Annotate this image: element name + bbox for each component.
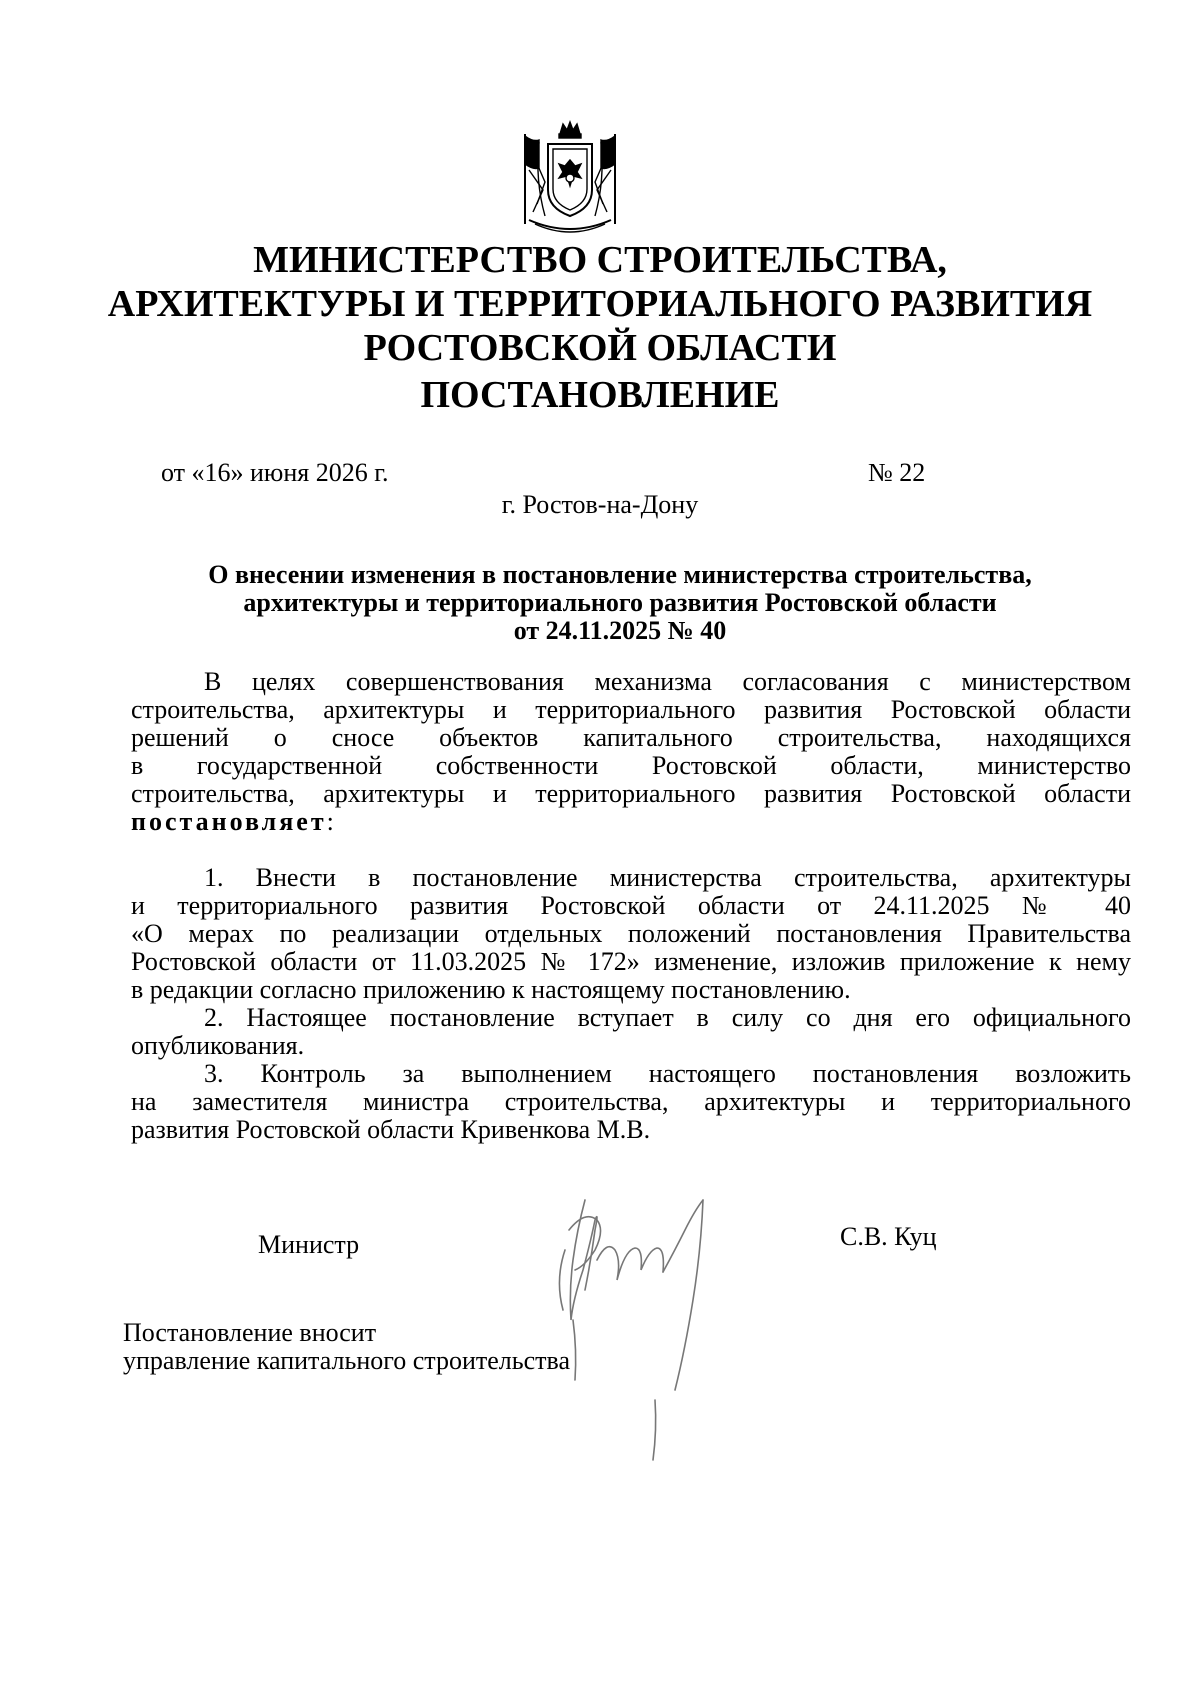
item2-line: 2. Настоящее постановление вступает в силу со дня его официального	[204, 1003, 1131, 1032]
preamble-line: строительства, архитектуры и территориального развития Ростовской области	[131, 695, 1131, 724]
preamble-line: в государственной собственности Ростовской области, министерство	[131, 751, 1131, 780]
resolves-word: постановляет	[131, 807, 327, 836]
handwritten-signature	[525, 1190, 735, 1480]
item3-line: 3. Контроль за выполнением настоящего постановления возложить	[204, 1059, 1131, 1088]
subject-line: О внесении изменения в постановление министерства строительства,	[208, 560, 1032, 589]
resolves-line	[131, 808, 1131, 836]
document-number: № 22	[868, 458, 926, 487]
subject-line: архитектуры и территориального развития Ростовской области	[243, 588, 997, 617]
document-body	[131, 668, 1131, 1144]
document-city: г. Ростов-на-Дону	[501, 490, 699, 519]
item1-line: и территориального развития Ростовской области от 24.11.2025 № 40	[131, 891, 1131, 920]
resolves-suffix: :	[326, 807, 334, 836]
ministry-name-line: МИНИСТЕРСТВО СТРОИТЕЛЬСТВА,	[253, 239, 947, 281]
coat-of-arms-emblem	[515, 120, 625, 238]
signatory-position: Министр	[258, 1230, 360, 1259]
item3-line: развития Ростовской области Кривенкова М.В.	[131, 1115, 651, 1144]
document-subject	[120, 561, 1120, 645]
ministry-name	[0, 238, 1200, 370]
document-date: от «16» июня 2026 г.	[161, 458, 389, 487]
ministry-name-line: АРХИТЕКТУРЫ И ТЕРРИТОРИАЛЬНОГО РАЗВИТИЯ	[107, 283, 1093, 325]
footer-line: Постановление вносит	[123, 1318, 377, 1347]
document-type: ПОСТАНОВЛЕНИЕ	[420, 374, 780, 416]
item1-line: «О мерах по реализации отдельных положений постановления Правительства	[131, 919, 1131, 948]
item1-line: 1. Внести в постановление министерства строительства, архитектуры	[204, 863, 1131, 892]
ministry-name-line: РОСТОВСКОЙ ОБЛАСТИ	[363, 327, 837, 369]
item1-line: Ростовской области от 11.03.2025 № 172» изменение, изложив приложение к нему	[131, 947, 1131, 976]
preamble-line: В целях совершенствования механизма согласования с министерством	[204, 667, 1131, 696]
item3-line: на заместителя министра строительства, архитектуры и территориального	[131, 1087, 1131, 1116]
item2-line: опубликования.	[131, 1031, 305, 1060]
signatory-name: С.В. Куц	[840, 1222, 937, 1251]
subject-line: от 24.11.2025 № 40	[513, 616, 727, 645]
preamble-line: строительства, архитектуры и территориального развития Ростовской области	[131, 779, 1131, 808]
preamble-line: решений о сносе объектов капитального строительства, находящихся	[131, 723, 1131, 752]
item1-line: в редакции согласно приложению к настоящему постановлению.	[131, 975, 851, 1004]
footer-line: управление капитального строительства	[123, 1346, 570, 1375]
